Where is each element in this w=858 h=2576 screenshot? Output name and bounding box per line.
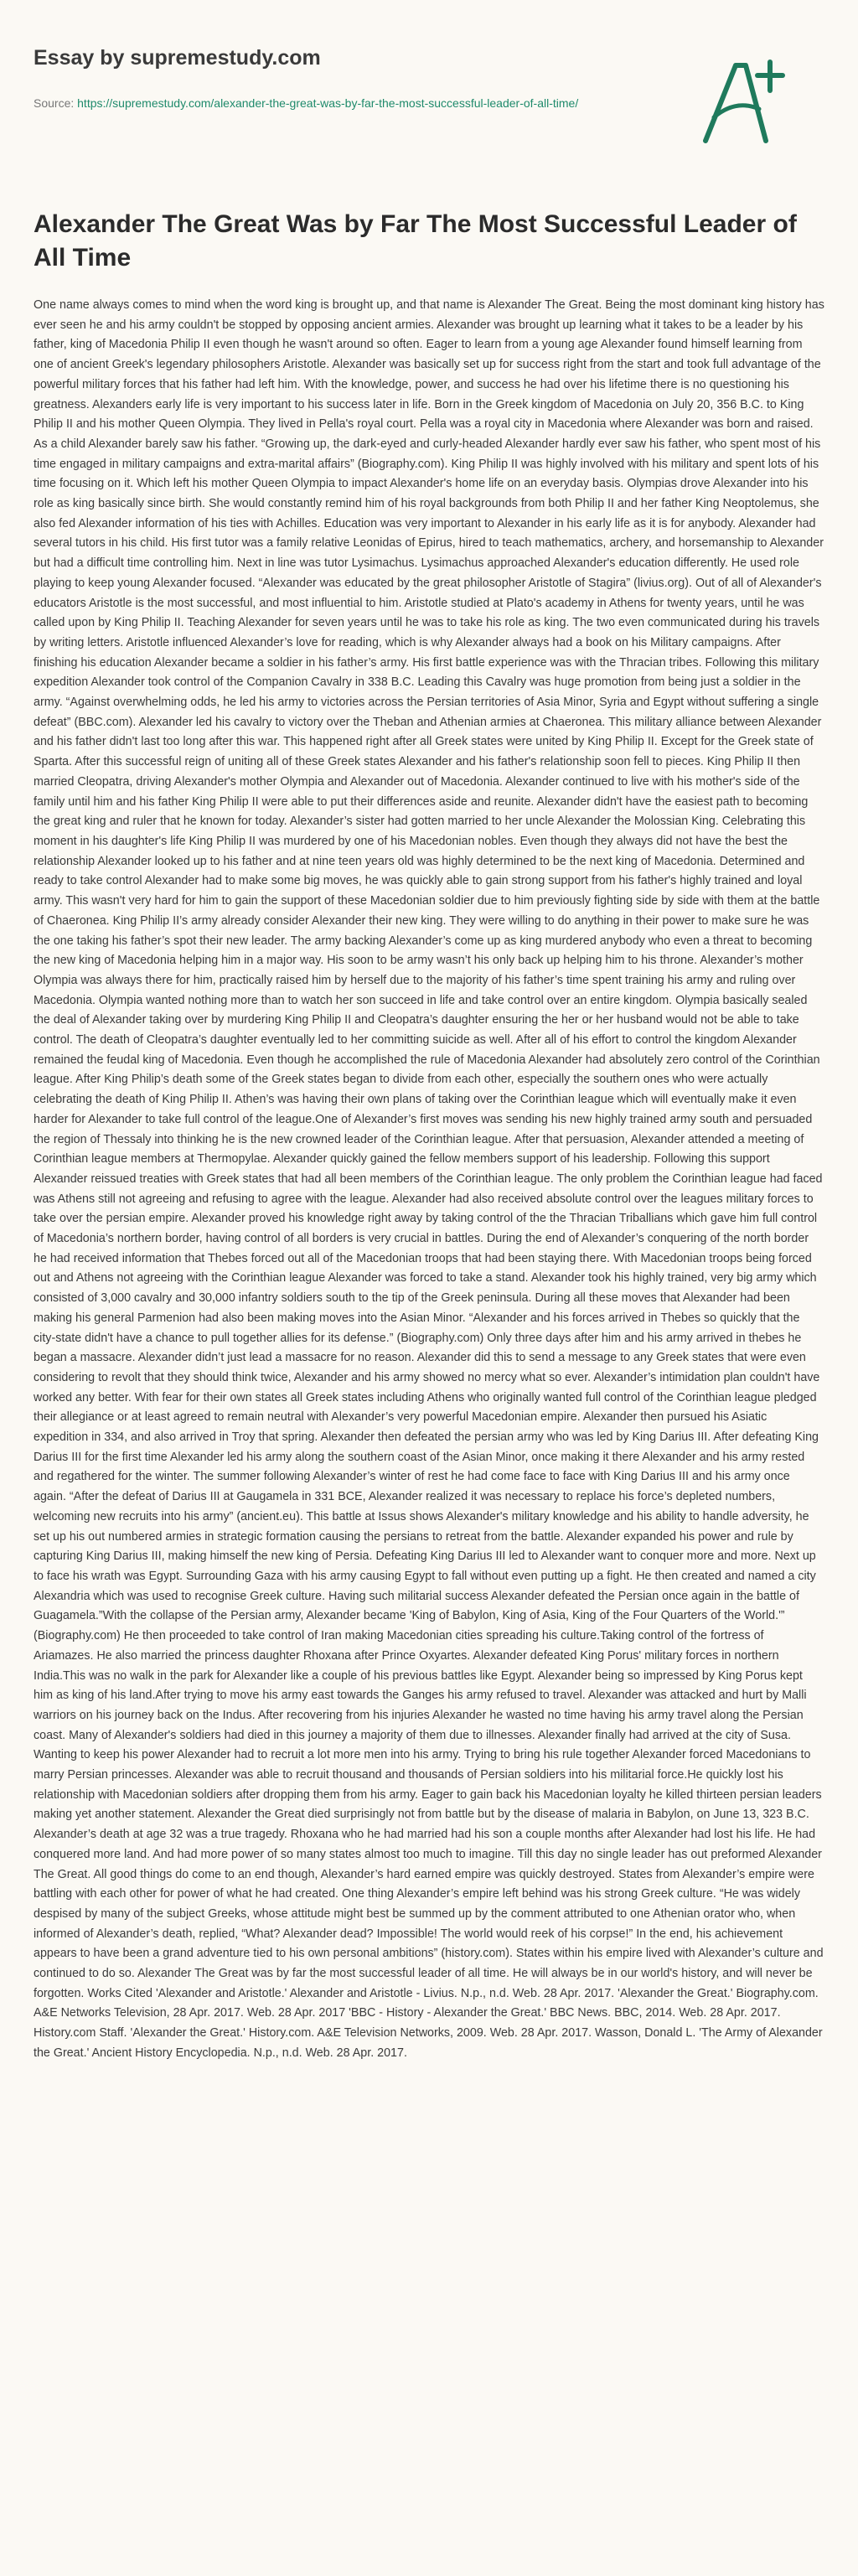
essay-body bbox=[34, 296, 824, 2558]
header bbox=[0, 0, 858, 168]
site-title: Essay by supremestudy.com bbox=[34, 46, 321, 70]
source-link[interactable]: https://supremestudy.com/alexander-the-great-was-by-far-the-most-successful-leader-of-all-time/ bbox=[77, 96, 579, 110]
essay-title: Alexander The Great Was by Far The Most Successful Leader of All Time bbox=[34, 210, 797, 272]
a-plus-logo-icon bbox=[695, 50, 788, 151]
source-label: Source: bbox=[34, 96, 75, 110]
source-line bbox=[34, 95, 620, 111]
essay-paragraph: One name always comes to mind when the word king is brought up, and that name is Alexander The Great. Being the most dominant king history has ever seen he and his army couldn't be stopped by opposing ancient armies. Alexander was brought up learning what it takes to be a leader by his father, king of Macedonia Philip II even though he wasn't around so often. Eager to learn from a young age Alexander found himself learning from one of ancient Greek's legendary philosophers Aristotle. Alexander was basically set up for success right from the start and took full advantage of the powerful military forces that his father had left him. With the knowledge, power, and success he had over his lifetime there is no questioning his greatness. Alexanders early life is very important to his success later in life. Born in the Greek kingdom of Macedonia on July 20, 356 B.C. to King Philip II and his mother Queen Olympia. They lived in Pella's royal court. Pella was a royal city in Macedonia where Alexander was born and raised. As a child Alexander barely saw his father. “Growing up, the dark-eyed and curly-headed Alexander hardly ever saw his father, who spent most of his time engaged in military campaigns and extra-marital affairs” (Biography.com). King Philip II was highly involved with his military and spent lots of his time focusing on it. Which left his mother Queen Olympia to impact Alexander's home life on an everyday basis. Olympias drove Alexander into his role as king basically since birth. She would constantly remind him of his royal backgrounds from both Philip II and her father King Neoptolemus, she also fed Alexander information of his ties with Achilles. Education was very important to Alexander in his early life as it is for anybody. Alexander had several tutors in his child. His first tutor was a family relative Leonidas of Epirus, hired to teach mathematics, archery, and horsemanship to Alexander but had a difficult time controlling him. Next in line was tutor Lysimachus. Lysimachus approached Alexander's education differently. He used role playing to keep young Alexander focused. “Alexander was educated by the great philosopher Aristotle of Stagira” (livius.org). Out of all of Alexander's educators Aristotle is the most successful, and most influential to him. Aristotle studied at Plato's academy in Athens for twenty years, until he was called upon by King Philip II. Teaching Alexander for seven years until he was to take his role as king. The two even communicated during his travels by writing letters. Aristotle influenced Alexander’s love for reading, which is why Alexander always had a book on his Military campaigns. After finishing his education Alexander became a soldier in his father’s army. His first battle experience was with the Thracian tribes. Following this military expedition Alexander took control of the Companion Cavalry in 338 B.C. Leading this Cavalry was huge promotion from being just a soldier in the army. “Against overwhelming odds, he led his army to victories across the Persian territories of Asia Minor, Syria and Egypt without suffering a single defeat” (BBC.com). Alexander led his cavalry to victory over the Theban and Athenian armies at Chaeronea. This military alliance between Alexander and his father didn't last too long after this war. This happened right after all Greek states were united by King Philip II. Except for the Greek state of Sparta. After this successful reign of uniting all of these Greek states Alexander and his father's relationship soon fell to pieces. King Philip II then married Cleopatra, driving Alexander's mother Olympia and Alexander out of Macedonia. Alexander continued to live with his mother's side of the family until him and his father King Philip II were able to put their differences aside and reunite. Alexander didn't have the easiest path to becoming the great king and ruler that he known for today. Alexander’s sister had gotten married to her uncle Alexander the Molossian King. Celebrating this moment in his daughter's life King Philip II was murdered by one of his Macedonian nobles. Even though they always did not have the best the relationship Alexander looked up to his father and at nine teen years old was highly determined to be the next king of Macedonia. Determined and ready to take control Alexander had to make some big moves, he was quickly able to gain strong support from his father's highly trained and loyal army. This wasn't very hard for him to gain the support of these Macedonian soldier due to him previously fighting side by side with them at the battle of Chaeronea. King Philip II’s army already consider Alexander their new king. They were willing to do anything in their power to make sure he was the one taking his father’s spot their new leader. The army backing Alexander’s come up as king murdered anybody who even a threat to becoming the new king of Macedonia helping him in a major way. His soon to be army wasn’t his only back up helping him to his throne. Alexander’s mother Olympia was always there for him, practically raised him by herself due to the majority of his father’s time spent training his army and ruling over Macedonia. Olympia wanted nothing more than to watch her son succeed in life and take control over an entire kingdom. Olympia basically sealed the deal of Alexander taking over by murdering King Philip II and Cleopatra’s daughter ensuring the her or her husband would not be able to take control. The death of Cleopatra’s daughter eventually led to her committing suicide as well. After all of his effort to control the kingdom Alexander remained the feudal king of Macedonia. Even though he accomplished the rule of Macedonia Alexander had absolutely zero control of the Corinthian league. After King Philip’s death some of the Greek states began to divide from each other, especially the southern ones who were actually celebrating the death of King Philip II. Athen’s was having their own plans of taking over the Corinthian league which will eventually make it even harder for Alexander to take full control of the league.One of Alexander’s first moves was sending his new highly trained army south and persuaded the region of Thessaly into thinking he is the new crowned leader of the Corinthian league. After that persuasion, Alexander attended a meeting of Corinthian league members at Thermopylae. Alexander quickly gained the fellow members support of his leadership. Following this support Alexander reissued treaties with Greek states that had all been members of the Corinthian league. The only problem the Corinthian league had faced was Athens still not agreeing and refusing to agree with the league. Alexander had also received absolute control over the leagues military forces to take over the persian empire. Alexander proved his knowledge right away by taking control of the the Thracian Triballians which gave him full control of Macedonia’s northern border, having control of all borders is very crucial in battles. During the end of Alexander’s conquering of the north border he had received information that Thebes forced out all of the Macedonian troops that had been staying there. With Macedonian troops being forced out and Athens not agreeing with the Corinthian league Alexander was forced to take a stand. Alexander took his highly trained, very big army which consisted of 3,000 cavalry and 30,000 infantry soldiers south to the tip of the Greek peninsula. During all these moves that Alexander had been making his general Parmenion had also been making moves into the Asian Minor. “Alexander and his forces arrived in Thebes so quickly that the city-state didn't have a chance to pull together allies for its defense.” (Biography.com) Only three days after him and his army arrived in thebes he began a massacre. Alexander didn’t just lead a massacre for no reason. Alexander did this to send a message to any Greek states that were even considering to revolt that they should think twice, Alexander and his army showed no mercy what so ever. Alexander’s intimidation plan couldn't have worked any better. With fear for their own states all Greek states including Athens who originally wanted full control of the Corinthian league pledged their allegiance or at least agreed to remain neutral with Alexander’s very powerful Macedonian empire. Alexander then pursued his Asiatic expedition in 334, and also arrived in Troy that spring. Alexander then defeated the persian army who was led by King Darius III. After defeating King Darius III for the first time Alexander led his army along the southern coast of the Asian Minor, once making it there Alexander and his army rested and regathered for the winter. The summer following Alexander’s winter of rest he had come face to face with King Darius III and his army once again. “After the defeat of Darius III at Gaugamela in 331 BCE, Alexander realized it was necessary to replace his force’s depleted numbers, welcoming new recruits into his army” (ancient.eu). This battle at Issus shows Alexander's military knowledge and his ability to handle adversity, he set up his out numbered armies in strategic formation causing the persians to retreat from the battle. Alexander expanded his power and rule by capturing King Darius III, making himself the new king of Persia. Defeating King Darius III led to Alexander want to conquer more and more. Next up to face his wrath was Egypt. Surrounding Gaza with his army causing Egypt to fall without even putting up a fight. He then created and named a city Alexandria which was used to recognise Greek culture. Having such militarial success Alexander defeated the Persian once again in the battle of Guagamela.”With the collapse of the Persian army, Alexander became 'King of Babylon, King of Asia, King of the Four Quarters of the World.'” (Biography.com) He then proceeded to take control of Iran making Macedonian cities spreading his culture.Taking control of the fortress of Ariamazes. He also married the princess daughter Rhoxana after Prince Oxyartes. Alexander defeated King Porus' military forces in northern India.This was no walk in the park for Alexander like a couple of his previous battles like Egypt. Alexander being so impressed by King Porus kept him as king of his land.After trying to move his army east towards the Ganges his army refused to travel. Alexander was attacked and hurt by Malli warriors on his journey back on the Indus. After recovering from his injuries Alexander he wasted no time having his army travel along the Persian coast. Many of Alexander's soldiers had died in this journey a majority of them due to illnesses. Alexander finally had arrived at the city of Susa. Wanting to keep his power Alexander had to recruit a lot more men into his army. Trying to bring his rule together Alexander forced Macedonians to marry Persian princesses. Alexander was able to recruit thousand and thousands of Persian soldiers into his militarial force.He quickly lost his relationship with Macedonian soldiers after dropping them from his army. Eager to gain back his Macedonian loyalty he killed thirteen persian leaders making yet another statement. Alexander the Great died surprisingly not from battle but by the disease of malaria in Babylon, on June 13, 323 B.C. Alexander’s death at age 32 was a true tragedy. Rhoxana who he had married had his son a couple months after Alexander had lost his life. He had conquered more land. And had more power of so many states almost too much to imagine. Till this day no single leader has out preformed Alexander The Great. All good things do come to an end though, Alexander’s hard earned empire was quickly destroyed. States from Alexander’s empire were battling with each other for power of what he had created. One thing Alexander’s empire left behind was his strong Greek culture. “He was widely despised by many of the subject Greeks, whose attitude might best be summed up by the comment attributed to one Athenian orator who, when informed of Alexander’s death, replied, “What? Alexander dead? Impossible! The world would reek of his corpse!” In the end, his achievement appears to have been a grand adventure tied to his own personal ambitions” (history.com). States within his empire lived with Alexander’s culture and continued to do so. Alexander The Great was by far the most successful leader of all time. He will always be in our world's history, and will never be forgotten. Works Cited 'Alexander and Aristotle.' Alexander and Aristotle - Livius. N.p., n.d. Web. 28 Apr. 2017. 'Alexander the Great.' Biography.com. A&E Networks Television, 28 Apr. 2017. Web. 28 Apr. 2017 'BBC - History - Alexander the Great.' BBC News. BBC, 2014. Web. 28 Apr. 2017. History.com Staff. 'Alexander the Great.' History.com. A&E Television Networks, 2009. Web. 28 Apr. 2017. Wasson, Donald L. 'The Army of Alexander the Great.' Ancient History Encyclopedia. N.p., n.d. Web. 28 Apr. 2017. bbox=[34, 298, 824, 2060]
